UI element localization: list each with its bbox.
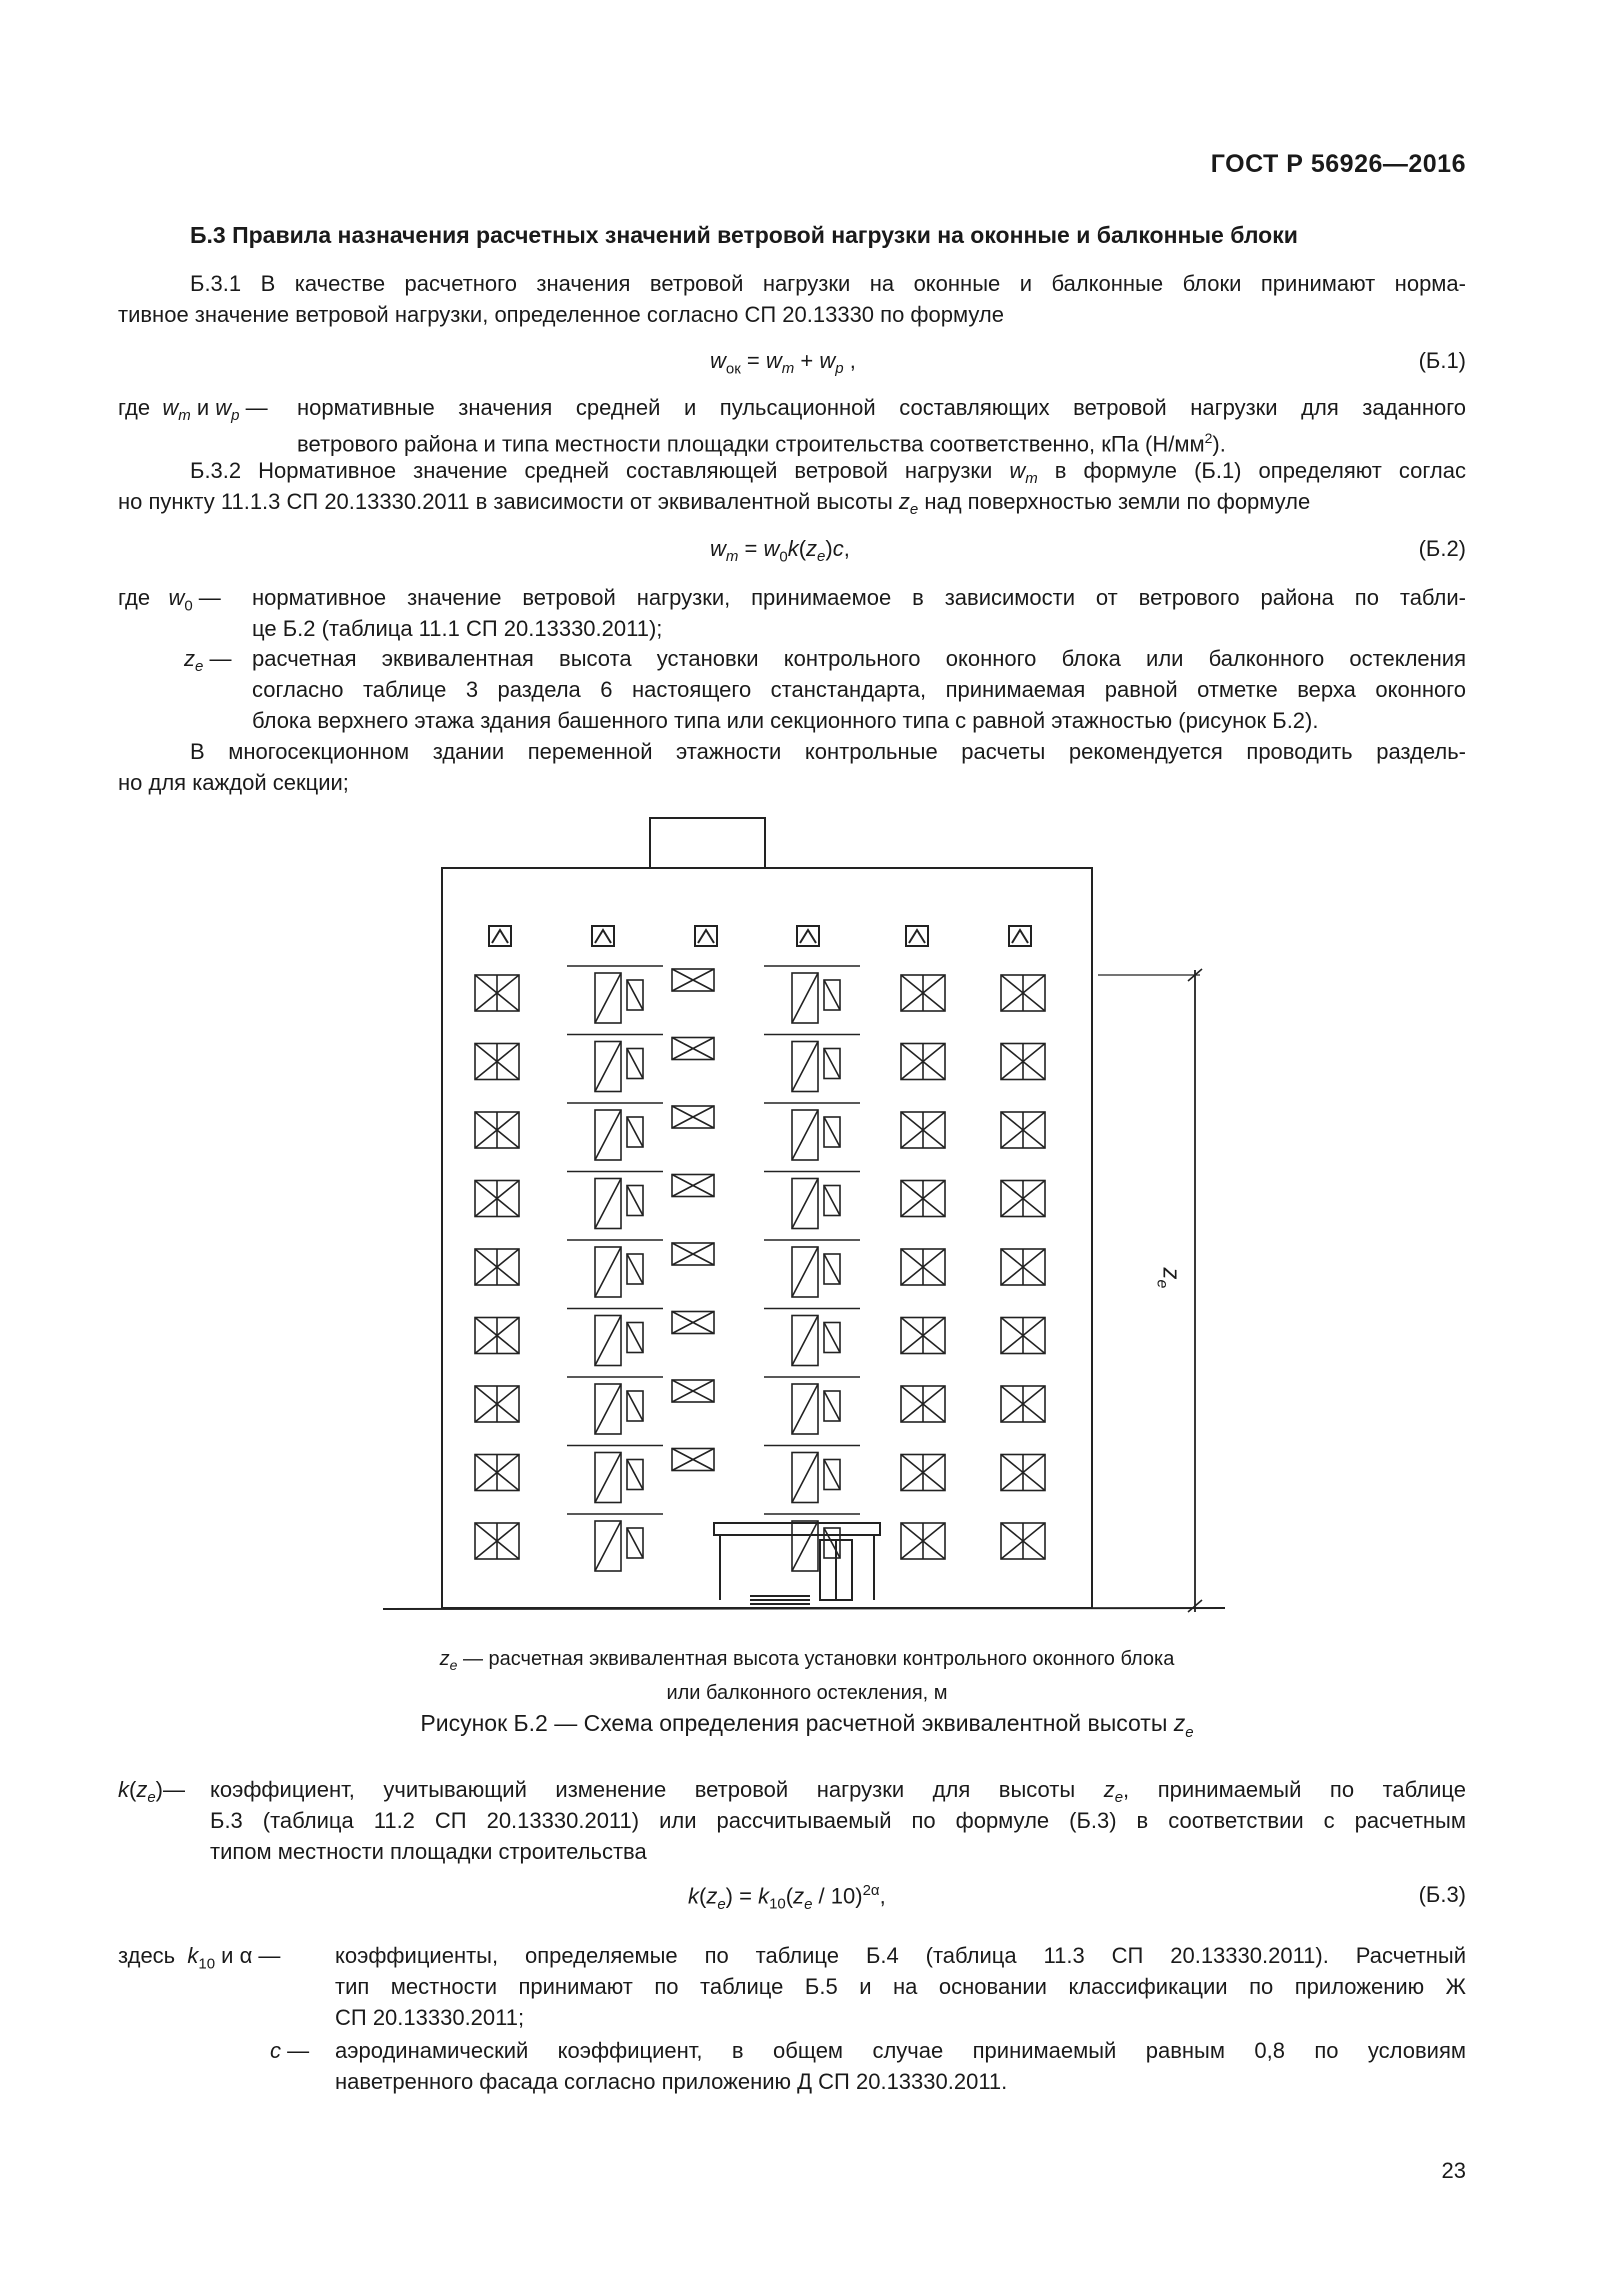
definition-wm-wp-line2: ветрового района и типа местности площадки строительства соответственно, кПа $(Н/мм^2)$. — [297, 430, 1226, 457]
definition-wm-wp-line1: нормативные значения средней и пульсационной составляющих ветровой нагрузки для заданного — [297, 395, 1466, 420]
stairwell-window — [672, 1380, 714, 1402]
definition-wm-wp-symbol: где $w_m$ и $w_p$ — — [118, 395, 268, 425]
window — [1001, 1181, 1045, 1217]
paragraph-b31-line1: Б.3.1 В качестве расчетного значения ветровой нагрузки на оконные и балконные блоки принимают норма- — [190, 271, 1466, 296]
window — [475, 1044, 519, 1080]
balcony-door — [567, 1035, 663, 1092]
stairwell-window — [672, 1449, 714, 1471]
attic-window — [797, 926, 819, 946]
definition-w0-line2: це Б.2 (таблица 11.1 СП 20.13330.2011); — [252, 616, 663, 641]
window — [475, 975, 519, 1011]
formula-b3: $k(z_e) = k_{10}(z_e / 10)^{2\alpha}$, — [688, 1882, 886, 1913]
window — [901, 1386, 945, 1422]
attic-window — [1009, 926, 1031, 946]
figure-title: Рисунок Б.2 — Схема определения расчетной эквивалентной высоты $z_e$ — [420, 1710, 1194, 1741]
definition-k10-alpha-line3: СП 20.13330.2011; — [335, 2005, 525, 2030]
formula-b1: $w_{ок} = w_m + w_p$ , — [710, 348, 856, 378]
window — [475, 1112, 519, 1148]
window — [901, 1112, 945, 1148]
stairwell-window — [672, 1038, 714, 1060]
stairwell-window — [672, 969, 714, 991]
figure-caption — [300, 1645, 1314, 1707]
ground-line — [383, 1608, 1225, 1609]
balcony-door — [764, 1240, 860, 1297]
balcony-door — [567, 1240, 663, 1297]
attic-window — [489, 926, 511, 946]
window — [475, 1455, 519, 1491]
balcony-door — [567, 966, 663, 1023]
figure-caption-line1: $z_e$ — расчетная эквивалентная высота установки контрольного оконного блока — [439, 1648, 1175, 1673]
window — [1001, 1455, 1045, 1491]
window — [901, 1523, 945, 1559]
window — [475, 1318, 519, 1354]
window — [1001, 1523, 1045, 1559]
balcony-door — [567, 1514, 663, 1571]
window — [475, 1523, 519, 1559]
window — [1001, 1386, 1045, 1422]
definition-kze-line1: коэффициент, учитывающий изменение ветровой нагрузки для высоты $z_e$, принимаемый по таблице — [210, 1777, 1466, 1807]
window — [901, 1181, 945, 1217]
window — [1001, 975, 1045, 1011]
balcony-door — [567, 1309, 663, 1366]
balcony-door — [764, 966, 860, 1023]
paragraph-multisection-line1: В многосекционном здании переменной этажности контрольные расчеты рекомендуется проводить раздель- — [190, 739, 1466, 764]
formula-b2-number: (Б.2) — [1418, 536, 1466, 561]
dimension-label-ze: $z_e$ — [1153, 1267, 1185, 1289]
building-facade — [442, 868, 1092, 1608]
balcony-door — [764, 1377, 860, 1434]
balcony-door — [764, 1103, 860, 1160]
stairwell-window — [672, 1175, 714, 1197]
section-title: Б.3 Правила назначения расчетных значений ветровой нагрузки на оконные и балконные блоки — [190, 222, 1298, 248]
balcony-door — [764, 1309, 860, 1366]
definition-kze-line3: типом местности площадки строительства — [210, 1839, 647, 1864]
definition-ze-line1: расчетная эквивалентная высота установки контрольного оконного блока или балконного остекления — [252, 646, 1466, 671]
window — [901, 1318, 945, 1354]
entrance-canopy — [714, 1523, 880, 1535]
window — [475, 1249, 519, 1285]
balcony-door — [567, 1172, 663, 1229]
definition-k10-alpha-symbol: здесь $k_{10}$ и α — — [118, 1943, 281, 1973]
window — [475, 1386, 519, 1422]
window — [901, 1249, 945, 1285]
definition-w0-line1: нормативное значение ветровой нагрузки, принимаемое в зависимости от ветрового района по табли- — [252, 585, 1466, 610]
paragraph-multisection-line2: но для каждой секции; — [118, 770, 349, 795]
definition-c-line2: наветренного фасада согласно приложению Д СП 20.13330.2011. — [335, 2069, 1008, 2094]
definition-ze-line2: согласно таблице 3 раздела 6 настоящего станстандарта, принимаемая равной отметке верха оконного — [252, 677, 1466, 702]
balcony-door — [764, 1172, 860, 1229]
window — [901, 1455, 945, 1491]
window — [1001, 1112, 1045, 1148]
paragraph-b32-line2: но пункту 11.1.3 СП 20.13330.2011 в зависимости от эквивалентной высоты $z_e$ над поверхностью земли по формуле — [118, 489, 1311, 519]
definition-c-symbol: c — — [270, 2038, 310, 2063]
stairwell-window — [672, 1312, 714, 1334]
roof-structure — [650, 818, 765, 868]
window — [901, 975, 945, 1011]
definition-k10-alpha-line1: коэффициенты, определяемые по таблице Б.4 (таблица 11.3 СП 20.13330.2011). Расчетный — [335, 1943, 1466, 1968]
stairwell-window — [672, 1243, 714, 1265]
formula-b1-number: (Б.1) — [1418, 348, 1466, 373]
definition-kze-line2: Б.3 (таблица 11.2 СП 20.13330.2011) или рассчитываемый по формуле (Б.3) в соответствии с расчетным — [210, 1808, 1466, 1833]
paragraph-b31-line2: тивное значение ветровой нагрузки, определенное согласно СП 20.13330 по формуле — [118, 302, 1004, 327]
definition-ze-symbol: $z_e$ — — [184, 646, 232, 676]
window — [1001, 1249, 1045, 1285]
window — [901, 1044, 945, 1080]
balcony-door — [567, 1103, 663, 1160]
attic-window — [592, 926, 614, 946]
window — [1001, 1318, 1045, 1354]
balcony-door — [764, 1035, 860, 1092]
definition-kze-symbol: $k(z_e)—$ — [118, 1777, 185, 1807]
document-header: ГОСТ Р 56926—2016 — [1210, 150, 1466, 178]
definition-c-line1: аэродинамический коэффициент, в общем случае принимаемый равным 0,8 по условиям — [335, 2038, 1466, 2063]
page-number: 23 — [1441, 2158, 1466, 2183]
definition-w0-symbol: где $w_0$ — — [118, 585, 221, 615]
formula-b2: $w_m = w_0k(z_e)c$, — [710, 536, 850, 566]
definition-ze-line3: блока верхнего этажа здания башенного типа или секционного типа с равной этажностью (рисунок Б.2). — [252, 708, 1319, 733]
balcony-door — [567, 1377, 663, 1434]
stairwell-window — [672, 1106, 714, 1128]
formula-b3-number: (Б.3) — [1418, 1882, 1466, 1907]
definition-k10-alpha-line2: тип местности принимают по таблице Б.5 и на основании классификации по приложению Ж — [335, 1974, 1466, 1999]
window — [475, 1181, 519, 1217]
paragraph-b32-line1: Б.3.2 Нормативное значение средней составляющей ветровой нагрузки $w_m$ в формуле (Б.1) определяют соглас — [190, 458, 1466, 488]
window — [1001, 1044, 1045, 1080]
attic-window — [906, 926, 928, 946]
figure-caption-line2: или балконного остекления, м — [666, 1682, 948, 1704]
attic-window — [695, 926, 717, 946]
balcony-door — [567, 1446, 663, 1503]
balcony-door — [764, 1446, 860, 1503]
